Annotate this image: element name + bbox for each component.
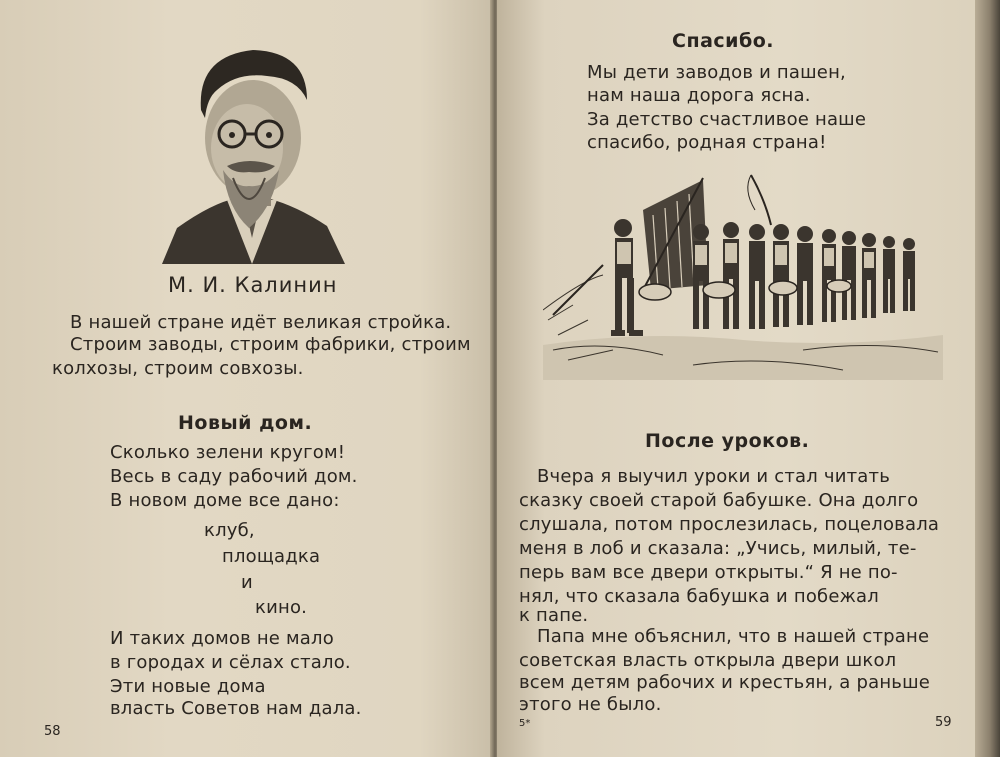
poem-line: в городах и сёлах стало. bbox=[110, 652, 351, 673]
story-line: слушала, потом прослезилась, поцеловала bbox=[519, 514, 940, 535]
story-line: перь вам все двери открыты.“ Я не по- bbox=[519, 562, 898, 583]
poem-line: нам наша дорога ясна. bbox=[587, 85, 811, 106]
story-title-after-lessons: После уроков. bbox=[645, 430, 810, 452]
left-page bbox=[0, 0, 493, 757]
poem-line: Сколько зелени кругом! bbox=[110, 442, 346, 463]
poem-line: власть Советов нам дала. bbox=[110, 698, 362, 719]
poem-line: Весь в саду рабочий дом. bbox=[110, 466, 358, 487]
poem-line: Мы дети заводов и пашен, bbox=[587, 62, 846, 83]
story-line: Папа мне объяснил, что в нашей стране bbox=[537, 626, 930, 647]
poem-line: За детство счастливое наше bbox=[587, 109, 867, 130]
story-line: советская власть открыла двери школ bbox=[519, 650, 897, 671]
poem-line: площадка bbox=[222, 546, 321, 567]
intro-line-2: Строим заводы, строим фабрики, строим bbox=[70, 334, 471, 355]
poem-title-new-house: Новый дом. bbox=[178, 412, 313, 434]
story-line: к папе. bbox=[519, 605, 589, 626]
story-line: меня в лоб и сказала: „Учись, милый, те- bbox=[519, 538, 917, 559]
poem-line: И таких домов не мало bbox=[110, 628, 334, 649]
poem-line: В новом доме все дано: bbox=[110, 490, 340, 511]
kalinin-portrait bbox=[157, 38, 347, 264]
page-number-right: 59 bbox=[935, 715, 952, 730]
book-page-edge bbox=[975, 0, 1000, 757]
poem-line: и bbox=[241, 572, 253, 593]
story-line: сказку своей старой бабушке. Она долго bbox=[519, 490, 919, 511]
story-line: Вчера я выучил уроки и стал читать bbox=[537, 466, 891, 487]
poem-line: спасибо, родная страна! bbox=[587, 132, 827, 153]
poem-title-thanks: Спасибо. bbox=[672, 30, 775, 52]
pioneers-march-illustration bbox=[543, 170, 943, 380]
story-line: нял, что сказала бабушка и побежал bbox=[519, 586, 879, 607]
story-line: этого не было. bbox=[519, 694, 662, 715]
poem-line: Эти новые дома bbox=[110, 676, 266, 697]
portrait-caption: М. И. Калинин bbox=[168, 273, 338, 297]
intro-line-3: колхозы, строим совхозы. bbox=[52, 358, 304, 379]
poem-line: клуб, bbox=[204, 520, 255, 541]
signature-mark: 5* bbox=[519, 718, 531, 729]
story-line: всем детям рабочих и крестьян, а раньше bbox=[519, 672, 931, 693]
intro-line-1: В нашей стране идёт великая стройка. bbox=[70, 312, 452, 333]
page-number-left: 58 bbox=[44, 724, 61, 739]
poem-line: кино. bbox=[255, 597, 308, 618]
